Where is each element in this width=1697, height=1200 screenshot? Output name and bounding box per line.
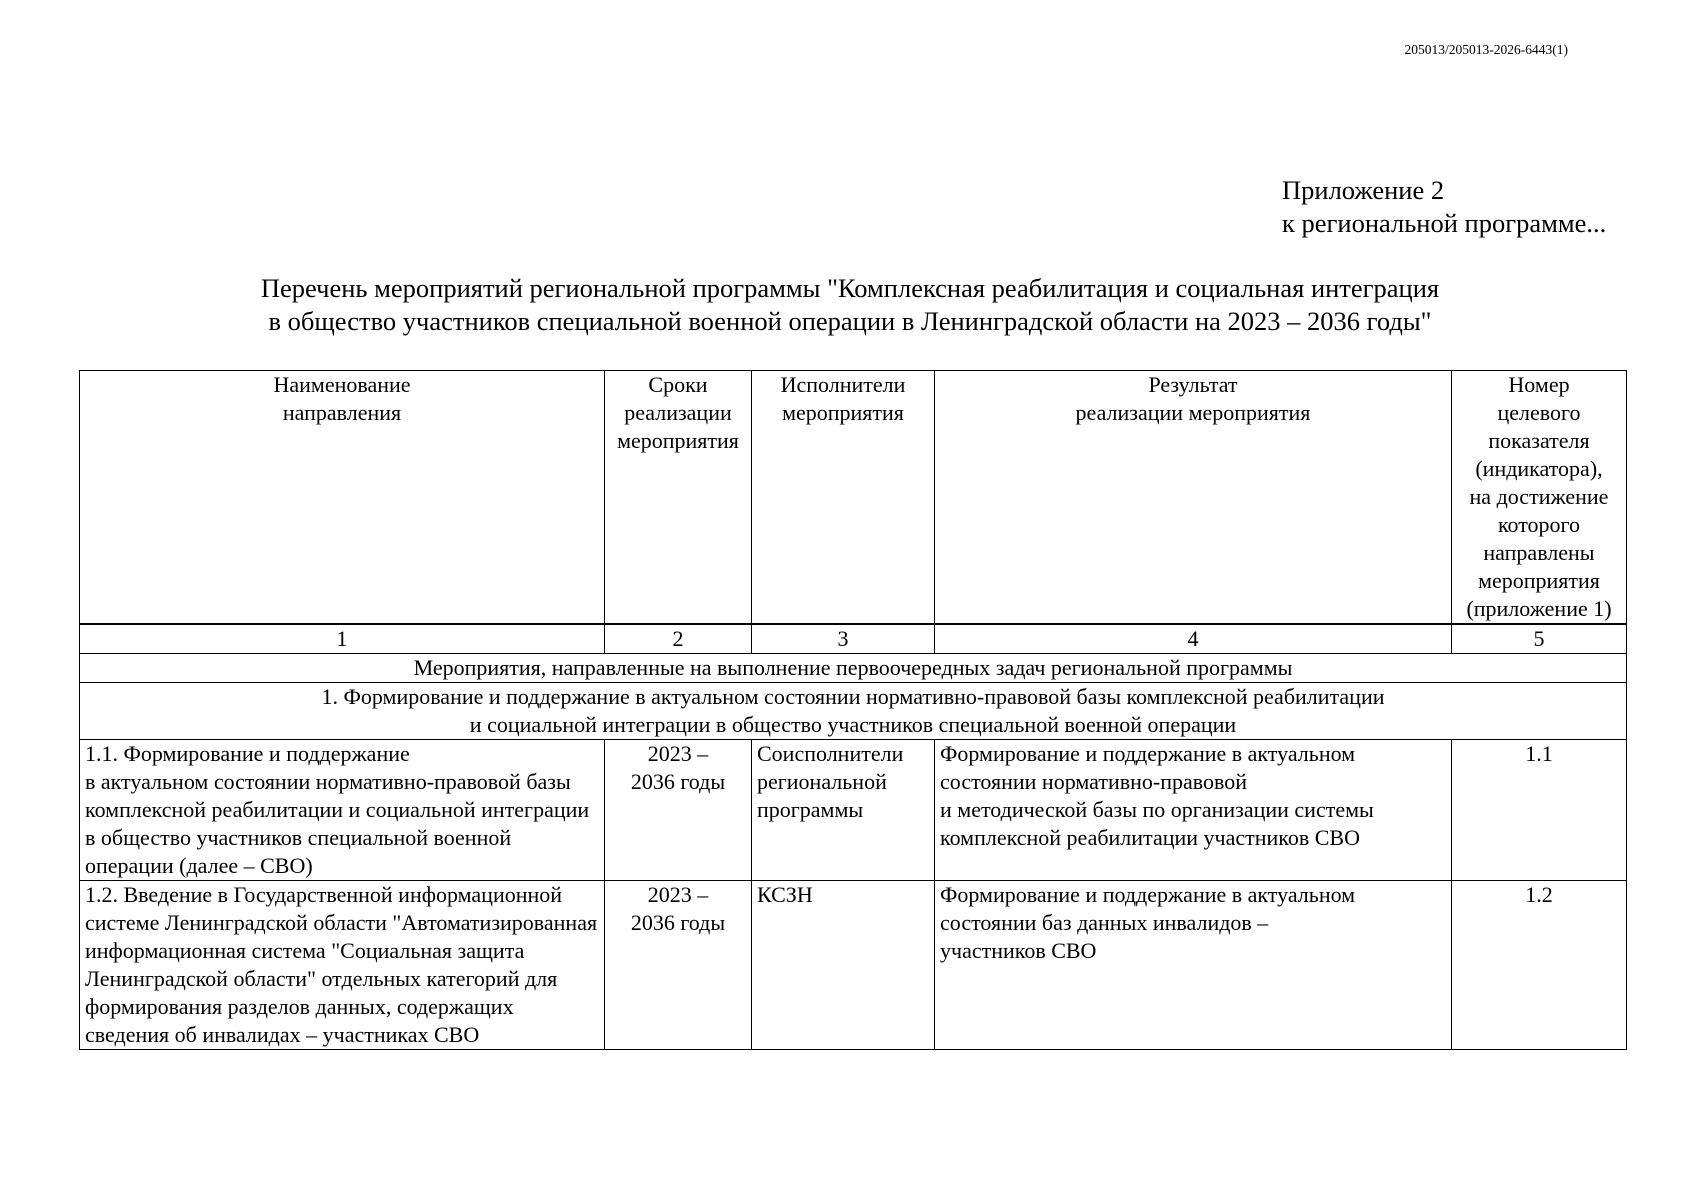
cell-text: 1.2. Введение в Государственной информационной системе Ленинградской области "Автоматизированная информационная система "Социальная защита Ленинградской области" отдельных категорий для формирования разделов данных, содержащих сведения об инвалидах – участниках СВО (85, 882, 598, 1047)
header-cell-period (605, 371, 752, 625)
header-cell-result (935, 371, 1452, 625)
header-text: Исполнители мероприятия (780, 372, 906, 425)
section-title: Мероприятия, направленные на выполнение первоочередных задач региональной программы (80, 654, 1627, 683)
table-header-row (80, 371, 1627, 625)
column-number: 2 (605, 624, 752, 654)
row-name (80, 881, 605, 1050)
subsection-title-row (80, 683, 1627, 740)
appendix-line-1: Приложение 2 (1282, 175, 1445, 205)
row-executors: Соисполнители региональной программы (752, 740, 935, 881)
appendix-line-2: к региональной программе... (1282, 208, 1607, 238)
row-executors: КСЗН (752, 881, 935, 1050)
cell-text: 1.1. Формирование и поддержание в актуальном состоянии нормативно-правовой базы комплексной реабилитации и социальной интеграции в общество участников специальной военной операции (далее – СВО) (85, 741, 590, 878)
cell-text: 2023 – 2036 годы (630, 882, 726, 935)
header-cell-indicator (1452, 371, 1627, 625)
header-text: Сроки реализации мероприятия (617, 372, 739, 453)
row-indicator: 1.1 (1452, 740, 1627, 881)
header-text: Номер целевого показателя (индикатора), на достижение которого направлены мероприятия (приложение 1) (1466, 372, 1612, 621)
row-indicator: 1.2 (1452, 881, 1627, 1050)
measures-table (79, 370, 1627, 1050)
column-number: 4 (935, 624, 1452, 654)
row-result (935, 740, 1452, 881)
subsection-title (80, 683, 1627, 740)
document-id: 205013/205013-2026-6443(1) (1404, 42, 1568, 57)
row-name (80, 740, 605, 881)
cell-text: 2023 – 2036 годы (630, 741, 726, 794)
row-period (605, 740, 752, 881)
header-text: Наименование направления (273, 372, 411, 425)
column-number-row (80, 624, 1627, 654)
header-text: Результат реализации мероприятия (1075, 372, 1311, 425)
header-cell-executors (752, 371, 935, 625)
row-period (605, 881, 752, 1050)
cell-text: Формирование и поддержание в актуальном состоянии баз данных инвалидов – участников СВО (940, 882, 1356, 963)
appendix-note (1282, 174, 1606, 240)
title-line-1: Перечень мероприятий региональной программы "Комплексная реабилитация и социальная интеграция (260, 273, 1440, 303)
table-row (80, 881, 1627, 1050)
header-cell-name (80, 371, 605, 625)
row-result (935, 881, 1452, 1050)
subsection-text: 1. Формирование и поддержание в актуальном состоянии нормативно-правовой базы комплексной реабилитации и социальной интеграции в общество участников специальной военной операции (321, 684, 1385, 737)
column-number: 3 (752, 624, 935, 654)
cell-text: Формирование и поддержание в актуальном состоянии нормативно-правовой и методической базы по организации системы комплексной реабилитации участников СВО (940, 741, 1374, 850)
document-title (150, 272, 1550, 338)
column-number: 1 (80, 624, 605, 654)
section-title-row (80, 654, 1627, 683)
table-row (80, 740, 1627, 881)
column-number: 5 (1452, 624, 1627, 654)
title-line-2: в общество участников специальной военной операции в Ленинградской области на 2023 – 2036 годы" (268, 306, 1432, 336)
